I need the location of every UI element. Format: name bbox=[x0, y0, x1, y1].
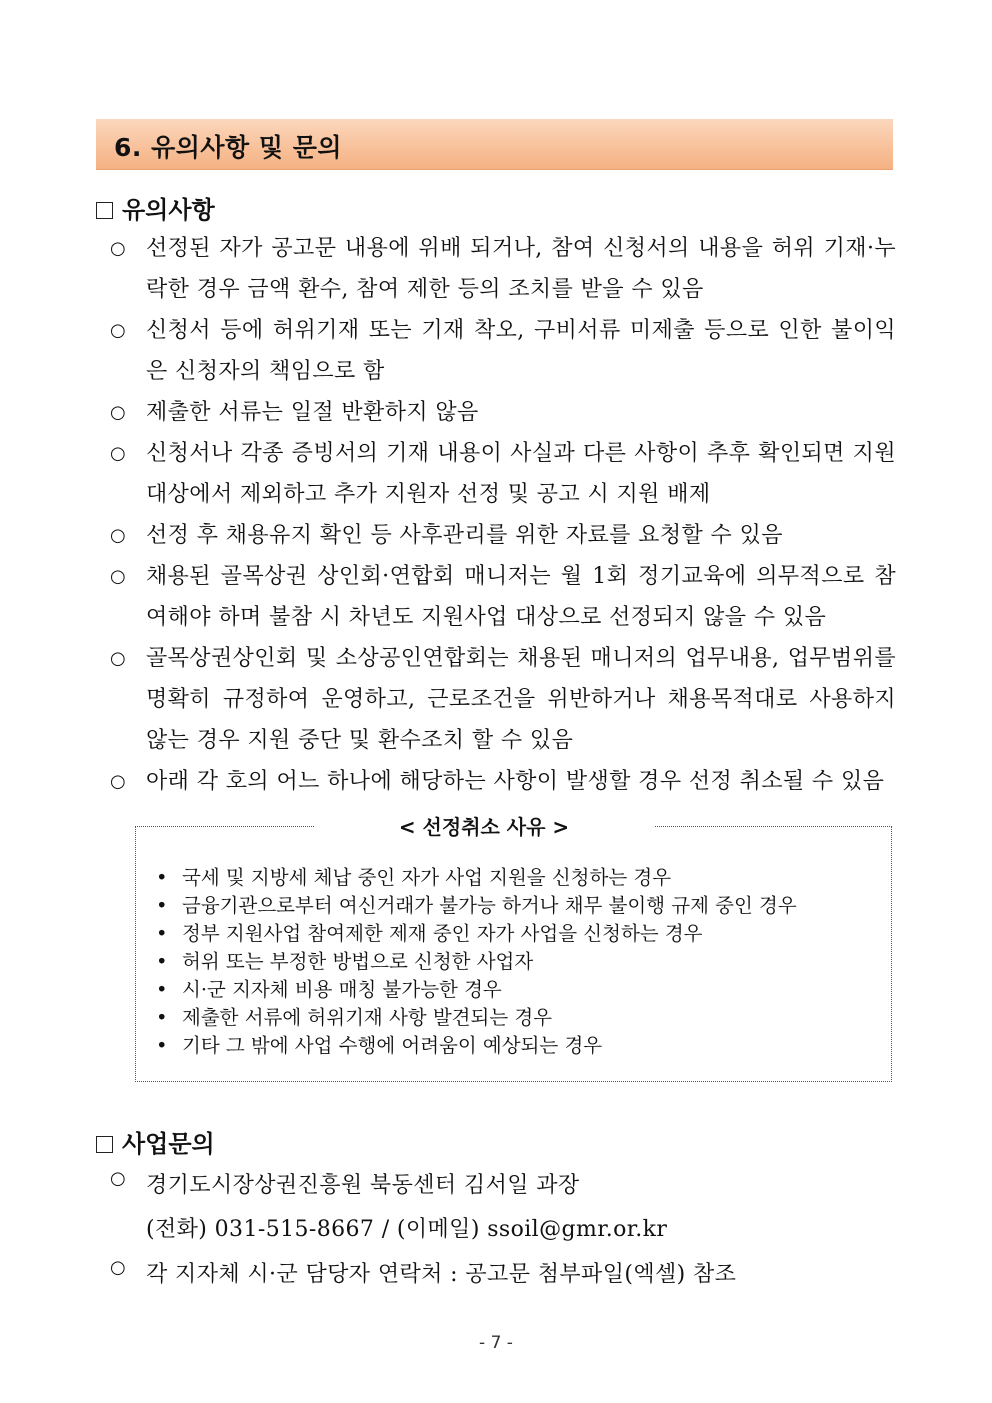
cancellation-text: 허위 또는 부정한 방법으로 신청한 사업자 bbox=[182, 950, 534, 973]
dot-bullet-icon: • bbox=[156, 922, 168, 945]
section-header-bar bbox=[96, 119, 893, 169]
inquiry-heading-text: 사업문의 bbox=[122, 1130, 215, 1158]
notice-text: 골목상권상인회 및 소상공인연합회는 채용된 매니저의 업무내용, 업무범위를 명확히 규정하여 운영하고, 근로조건을 위반하거나 채용목적대로 사용하지 않는 경우 지원 중단 및 환수조치 할 수 있음 bbox=[146, 646, 896, 753]
notice-text: 신청서나 각종 증빙서의 기재 내용이 사실과 다른 사항이 추후 확인되면 지원대상에서 제외하고 추가 지원자 선정 및 공고 시 지원 배제 bbox=[146, 441, 896, 507]
notices-heading bbox=[96, 190, 215, 225]
circle-bullet-icon: ○ bbox=[110, 443, 127, 464]
inquiry-heading bbox=[96, 1124, 215, 1159]
cancellation-item bbox=[150, 1032, 797, 1060]
circle-bullet-icon: ○ bbox=[110, 238, 127, 259]
notice-item bbox=[110, 761, 896, 802]
circle-bullet-icon: ○ bbox=[110, 566, 127, 587]
notice-item bbox=[110, 433, 896, 515]
notice-item bbox=[110, 638, 896, 761]
square-bullet-icon bbox=[96, 202, 113, 219]
cancellation-text: 기타 그 밖에 사업 수행에 어려움이 예상되는 경우 bbox=[182, 1034, 603, 1057]
cancellation-item bbox=[150, 920, 797, 948]
inquiry-local bbox=[110, 1257, 896, 1288]
section-title: 6. 유의사항 및 문의 bbox=[114, 133, 343, 162]
circle-bullet-icon: ○ bbox=[110, 1168, 127, 1189]
notices-heading-text: 유의사항 bbox=[122, 196, 215, 224]
dot-bullet-icon: • bbox=[156, 978, 168, 1001]
cancellation-reasons-box bbox=[135, 815, 892, 1082]
notice-text: 신청서 등에 허위기재 또는 기재 착오, 구비서류 미제출 등으로 인한 불이익은 신청자의 책임으로 함 bbox=[146, 318, 896, 384]
local-contact: 각 지자체 시·군 담당자 연락처 : 공고문 첨부파일(엑셀) 참조 bbox=[146, 1262, 737, 1287]
notices-list bbox=[110, 228, 896, 802]
circle-bullet-icon: ○ bbox=[110, 771, 127, 792]
inquiry-contact-detail bbox=[110, 1212, 896, 1243]
circle-bullet-icon: ○ bbox=[110, 320, 127, 341]
inquiry-contact bbox=[110, 1168, 896, 1199]
dot-bullet-icon: • bbox=[156, 950, 168, 973]
notice-text: 선정 후 채용유지 확인 등 사후관리를 위한 자료를 요청할 수 있음 bbox=[146, 523, 783, 548]
cancellation-item bbox=[150, 976, 797, 1004]
cancellation-title: < 선정취소 사유 > bbox=[314, 811, 654, 843]
notice-text: 채용된 골목상권 상인회·연합회 매니저는 월 1회 정기교육에 의무적으로 참여해야 하며 불참 시 차년도 지원사업 대상으로 선정되지 않을 수 있음 bbox=[146, 564, 896, 630]
notice-item bbox=[110, 515, 896, 556]
notice-item bbox=[110, 392, 896, 433]
notice-text: 제출한 서류는 일절 반환하지 않음 bbox=[146, 400, 479, 425]
cancellation-item bbox=[150, 864, 797, 892]
circle-bullet-icon: ○ bbox=[110, 402, 127, 423]
cancellation-text: 제출한 서류에 허위기재 사항 발견되는 경우 bbox=[182, 1006, 553, 1029]
dot-bullet-icon: • bbox=[156, 894, 168, 917]
circle-bullet-icon: ○ bbox=[110, 1257, 127, 1278]
cancellation-text: 금융기관으로부터 여신거래가 불가능 하거나 채무 불이행 규제 중인 경우 bbox=[182, 894, 797, 917]
dot-bullet-icon: • bbox=[156, 866, 168, 889]
cancellation-item bbox=[150, 892, 797, 920]
cancellation-text: 국세 및 지방세 체납 중인 자가 사업 지원을 신청하는 경우 bbox=[182, 866, 672, 889]
notice-item bbox=[110, 228, 896, 310]
notice-item bbox=[110, 310, 896, 392]
notice-text: 아래 각 호의 어느 하나에 해당하는 사항이 발생할 경우 선정 취소될 수 있음 bbox=[146, 769, 885, 794]
cancellation-text: 시·군 지자체 비용 매칭 불가능한 경우 bbox=[182, 978, 502, 1001]
contact-name: 경기도시장상권진흥원 북동센터 김서일 과장 bbox=[146, 1173, 580, 1198]
cancellation-text: 정부 지원사업 참여제한 제재 중인 자가 사업을 신청하는 경우 bbox=[182, 922, 703, 945]
dot-bullet-icon: • bbox=[156, 1034, 168, 1057]
dot-bullet-icon: • bbox=[156, 1006, 168, 1029]
circle-bullet-icon: ○ bbox=[110, 525, 127, 546]
notice-item bbox=[110, 556, 896, 638]
page-number: - 7 - bbox=[479, 1333, 513, 1353]
cancellation-item bbox=[150, 948, 797, 976]
contact-detail[interactable]: (전화) 031-515-8667 / (이메일) ssoil@gmr.or.kr bbox=[146, 1217, 668, 1242]
cancellation-list bbox=[150, 864, 797, 1060]
cancellation-item bbox=[150, 1004, 797, 1032]
notice-text: 선정된 자가 공고문 내용에 위배 되거나, 참여 신청서의 내용을 허위 기재·누락한 경우 금액 환수, 참여 제한 등의 조치를 받을 수 있음 bbox=[146, 236, 896, 302]
circle-bullet-icon: ○ bbox=[110, 648, 127, 669]
square-bullet-icon bbox=[96, 1136, 113, 1153]
